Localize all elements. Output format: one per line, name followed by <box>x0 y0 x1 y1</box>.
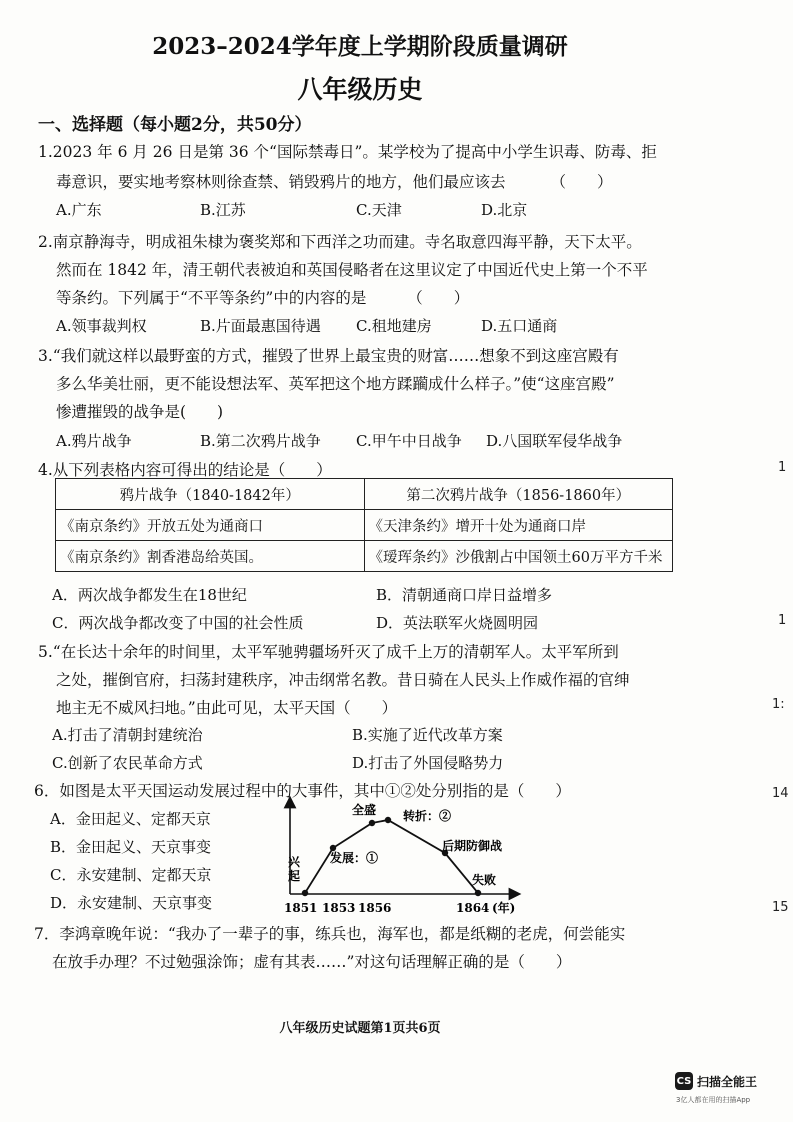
q2-option-a: A.领事裁判权 <box>56 317 147 335</box>
edge-number: 1 <box>778 613 787 628</box>
label-rise-2: 起 <box>288 869 301 883</box>
q4-line1: 4.从下列表格内容可得出的结论是（ ） <box>38 461 332 479</box>
q2-answer-paren: （ ） <box>407 289 470 307</box>
q1-line2 <box>56 170 612 192</box>
q2-option-d: D.五口通商 <box>481 317 558 335</box>
edge-number: 15 <box>772 900 789 915</box>
q3-line1: 3.“我们就这样以最野蛮的方式，摧毁了世界上最宝贵的财富……想象不到这座宫殿有 <box>38 347 619 365</box>
q1-option-a: A.广东 <box>56 201 102 219</box>
exam-subtitle: 八年级历史 <box>297 75 423 104</box>
point-turn <box>385 817 391 823</box>
q4-option-d: D．英法联军火烧圆明园 <box>376 614 539 632</box>
edge-number: 1 <box>778 460 787 475</box>
q3-option-a: A.鸦片战争 <box>56 432 132 450</box>
taiping-timeline-diagram <box>270 790 540 925</box>
q2-option-b: B.片面最惠国待遇 <box>200 317 321 335</box>
q4-option-b: B．清朝通商口岸日益增多 <box>376 586 553 604</box>
table-row <box>56 510 673 541</box>
q1-option-d: D.北京 <box>481 201 528 219</box>
q6-option-b: B．金田起义、天京事变 <box>50 838 212 856</box>
q6-option-a: A．金田起义、定都天京 <box>50 810 211 828</box>
camscanner-tagline: 3亿人都在用的扫描App <box>676 1096 751 1104</box>
q5-option-a: A.打击了清朝封建统治 <box>52 726 203 744</box>
q1-option-b: B.江苏 <box>200 201 246 219</box>
q6-option-d: D．永安建制、天京事变 <box>50 894 213 912</box>
table-header-cell: 鸦片战争（1840-1842年） <box>56 479 365 510</box>
camscanner-name: 扫描全能王 <box>697 1075 758 1089</box>
q2-text: 等条约。下列属于“不平等条约”中的内容的是 <box>56 289 367 307</box>
label-turn: 转折：② <box>403 809 452 823</box>
q5-option-b: B.实施了近代改革方案 <box>352 726 503 744</box>
table-cell: 《南京条约》割香港岛给英国。 <box>56 541 365 572</box>
section-heading: 一、选择题（每小题2分，共50分） <box>38 115 312 135</box>
table-cell: 《南京条约》开放五处为通商口 <box>56 510 365 541</box>
tick-1864: 1864 <box>456 901 490 915</box>
point-fail <box>475 890 481 896</box>
label-develop: 发展：① <box>330 851 379 865</box>
q7-line1: 7．李鸿章晚年说：“我办了一辈子的事，练兵也，海军也，都是纸糊的老虎，何尝能实 <box>34 925 626 943</box>
q3-option-d: D.八国联军侵华战争 <box>486 432 623 450</box>
edge-number: 14 <box>772 786 789 801</box>
tick-1853: 1853 <box>322 901 356 915</box>
q1-line1: 1.2023 年 6 月 26 日是第 36 个“国际禁毒日”。某学校为了提高中小学生识毒、防毒、拒 <box>38 143 657 161</box>
tick-1856: 1856 <box>358 901 392 915</box>
q5-line3: 地主无不威风扫地。”由此可见，太平天国（ ） <box>56 699 398 717</box>
q5-line2: 之处，摧倒官府，扫荡封建秩序，冲击纲常名教。昔日骑在人民头上作威作福的官绅 <box>56 671 630 689</box>
label-fail: 失败 <box>472 873 497 887</box>
exam-title: 2023–2024学年度上学期阶段质量调研 <box>152 33 568 60</box>
table-row <box>56 541 673 572</box>
q5-option-d: D.打击了外国侵略势力 <box>352 754 504 772</box>
q3-line3: 惨遭摧毁的战争是( ) <box>56 403 224 421</box>
page-footer: 八年级历史试题第1页共6页 <box>279 1021 441 1036</box>
q5-line1: 5.“在长达十余年的时间里，太平军驰骋疆场歼灭了成千上万的清朝军人。太平军所到 <box>38 643 619 661</box>
q4-table <box>55 478 673 572</box>
table-header-cell: 第二次鸦片战争（1856-1860年） <box>364 479 673 510</box>
q2-line3 <box>56 286 469 308</box>
edge-number: 1: <box>772 697 785 712</box>
q3-option-b: B.第二次鸦片战争 <box>200 432 321 450</box>
label-rise-1: 兴 <box>288 855 301 869</box>
point-rise <box>302 890 308 896</box>
q2-option-c: C.租地建房 <box>356 317 432 335</box>
table-header-row <box>56 479 673 510</box>
label-peak: 全盛 <box>352 803 377 817</box>
q1-option-c: C.天津 <box>356 201 402 219</box>
q2-line2: 然而在 1842 年，清王朝代表被迫和英国侵略者在这里议定了中国近代史上第一个不平 <box>56 261 648 279</box>
q4-option-c: C．两次战争都改变了中国的社会性质 <box>52 614 304 632</box>
q5-option-c: C.创新了农民革命方式 <box>52 754 203 772</box>
label-defense: 后期防御战 <box>442 839 503 853</box>
q6-line1: 6．如图是太平天国运动发展过程中的大事件，其中①②处分别指的是（ ） <box>34 782 571 800</box>
table-cell: 《瑷珲条约》沙俄割占中国领土60万平方千米 <box>364 541 673 572</box>
point-peak <box>369 820 375 826</box>
q4-option-a: A．两次战争都发生在18世纪 <box>52 586 247 604</box>
x-axis-unit: (年) <box>492 901 516 915</box>
q2-line1: 2.南京静海寺，明成祖朱棣为褒奖郑和下西洋之功而建。寺名取意四海平静，天下太平。 <box>38 233 642 251</box>
q7-line2: 在放手办理？不过勉强涂饰；虚有其表……”对这句话理解正确的是（ ） <box>52 953 572 971</box>
table-cell: 《天津条约》增开十处为通商口岸 <box>364 510 673 541</box>
q1-text: 毒意识，要实地考察林则徐查禁、销毁鸦片的地方，他们最应该去 <box>56 173 506 191</box>
q3-option-c: C.甲午中日战争 <box>356 432 462 450</box>
q3-line2: 多么华美壮丽，更不能设想法军、英军把这个地方蹂躏成什么样子。”使“这座宫殿” <box>56 375 615 393</box>
q1-answer-paren: （ ） <box>550 173 613 191</box>
camscanner-logo-icon: CS <box>675 1072 693 1090</box>
q6-option-c: C．永安建制、定都天京 <box>50 866 212 884</box>
tick-1851: 1851 <box>284 901 318 915</box>
